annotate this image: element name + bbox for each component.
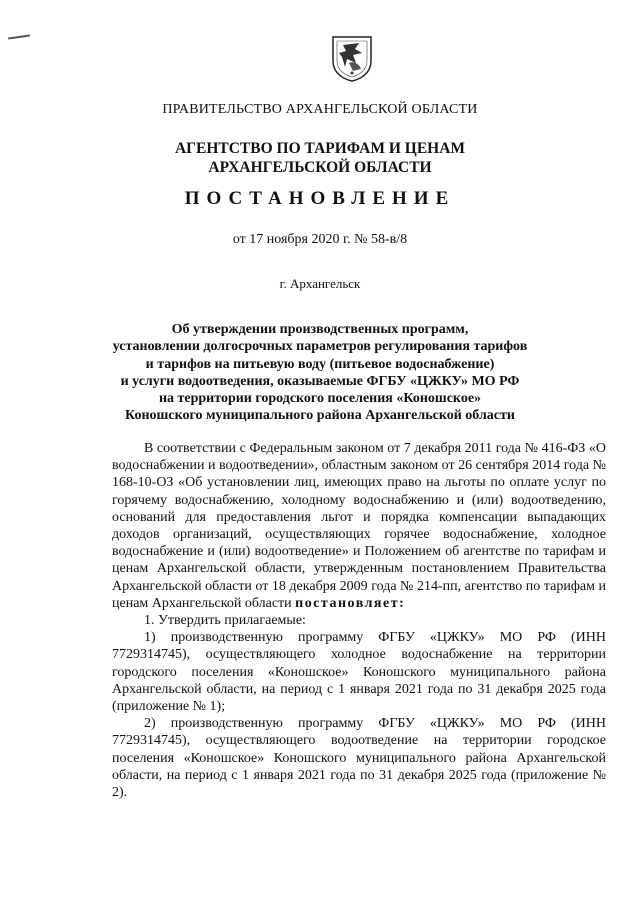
pen-mark (8, 34, 30, 39)
document-subject (0, 321, 640, 425)
subject-line: и услуги водоотведения, оказываемые ФГБУ «ЦЖКУ» МО РФ (120, 373, 520, 389)
preamble-text: В соответствии с Федеральным законом от 7 декабря 2011 года № 416-ФЗ «О водоснабжении и водоотведении», областным законом от 26 сентября 2014 года № 168-10-ОЗ «Об установлении лиц, имеющих право на льготы по оплате услуг по горячему водоснабжению, холодному водоснабжению и (или) водоотведению, оснований для предоставления льгот и порядка компенсации выпадающих доходов организаций, осуществляющих горячее водоснабжение, холодное водоснабжение и (или) водоотведение» и Положением об агентстве по тарифам и ценам Архангельской области, утвержденным постановлением Правительства Архангельской области от 18 декабря 2009 года № 214-пп, агентство по тарифам и ценам Архангельской области (112, 441, 606, 611)
document-type: ПОСТАНОВЛЕНИЕ (184, 188, 456, 209)
item-1-1: 1) производственную программу ФГБУ «ЦЖКУ» МО РФ (ИНН 7729314745), осуществляющего холодное водоснабжение на территории городского поселения «Коношское» Коношского муниципального района Архангельской области, на период с 1 января 2021 года по 31 декабря 2025 года (приложение № 1); (112, 630, 606, 715)
item-1: 1. Утвердить прилагаемые: (144, 613, 306, 629)
agency-name (0, 139, 640, 177)
subject-line: на территории городского поселения «Коношское» (158, 391, 482, 407)
preamble-paragraph (112, 440, 606, 612)
item-1-2: 2) производственную программу ФГБУ «ЦЖКУ» МО РФ (ИНН 7729314745), осуществляющего водоотведение на территории городское поселения «Коношское» Коношского муниципального района Архангельской области, на период с 1 января 2021 года по 31 декабря 2025 года (приложение № 2). (112, 716, 606, 801)
subject-line: установлении долгосрочных параметров регулирования тарифов (112, 339, 528, 355)
city: г. Архангельск (279, 276, 361, 291)
subject-line: Об утверждении производственных программ, (171, 322, 469, 337)
subject-line: и тарифов на питьевую воду (питьевое водоснабжение) (145, 356, 495, 372)
subject-line: Коношского муниципального района Архангельской области (125, 408, 515, 424)
government-name: ПРАВИТЕЛЬСТВО АРХАНГЕЛЬСКОЙ ОБЛАСТИ (162, 102, 478, 117)
agency-name-line1: АГЕНТСТВО ПО ТАРИФАМ И ЦЕНАМ (174, 140, 466, 157)
resolves-word: постановляет: (295, 595, 406, 611)
coat-of-arms-icon (329, 33, 375, 83)
agency-name-line2: АРХАНГЕЛЬСКОЙ ОБЛАСТИ (208, 159, 432, 176)
date-number: от 17 ноября 2020 г. № 58-в/8 (232, 232, 408, 247)
document-body (112, 440, 606, 801)
